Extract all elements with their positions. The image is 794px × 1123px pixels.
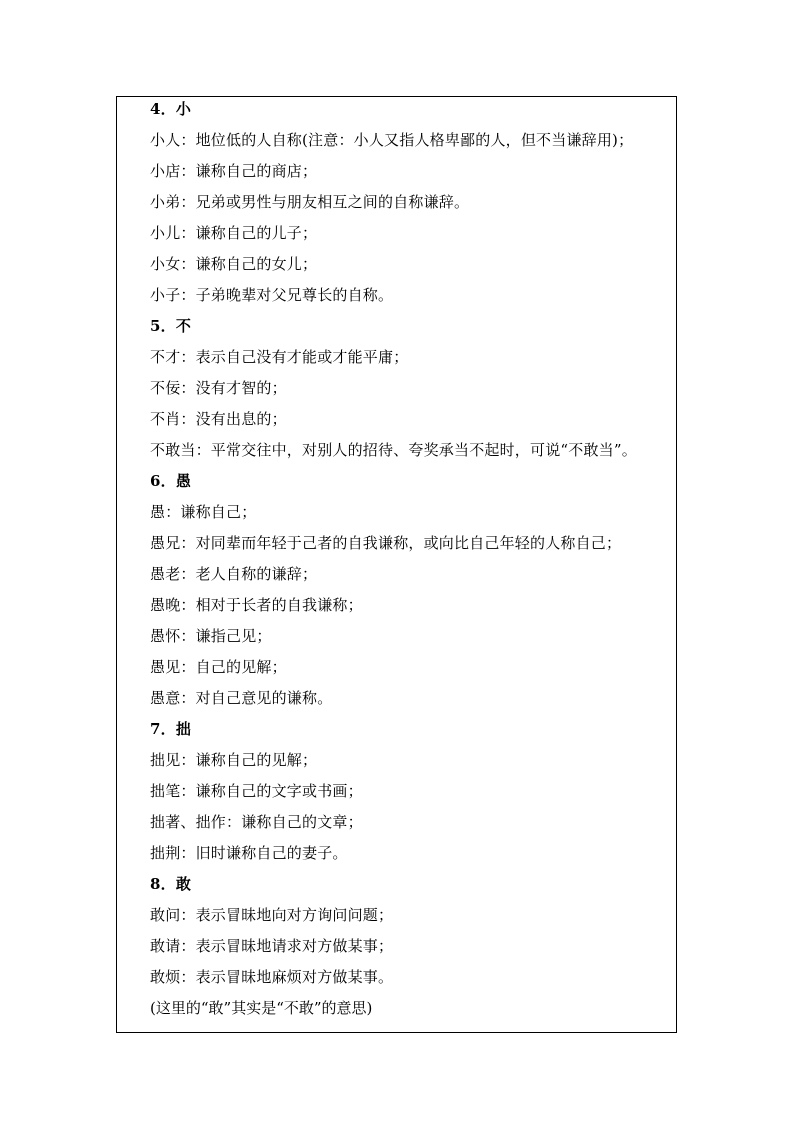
content-box <box>116 96 677 1033</box>
entry-line: 敢问：表示冒昧地向对方询问问题； <box>150 906 394 924</box>
entry-line: 愚晚：相对于长者的自我谦称； <box>150 596 363 614</box>
entry-line: 愚见：自己的见解； <box>150 658 287 676</box>
section-heading-zhuo: 7．拙 <box>150 720 192 738</box>
explanatory-note: (这里的“敢”其实是“不敢”的意思) <box>150 999 373 1017</box>
entry-line: 愚兄：对同辈而年轻于己者的自我谦称，或向比自己年轻的人称自己； <box>150 534 622 552</box>
entry-line: 小店：谦称自己的商店； <box>150 162 318 180</box>
entry-line: 拙笔：谦称自己的文字或书画； <box>150 782 363 800</box>
section-heading-yu: 6．愚 <box>150 472 192 490</box>
entry-line: 拙见：谦称自己的见解； <box>150 751 318 769</box>
entry-line: 不敢当：平常交往中，对别人的招待、夸奖承当不起时，可说“不敢当”。 <box>150 441 637 459</box>
entry-line: 敢烦：表示冒昧地麻烦对方做某事。 <box>150 968 394 986</box>
entry-line: 不才：表示自己没有才能或才能平庸； <box>150 348 409 366</box>
entry-line: 小女：谦称自己的女儿； <box>150 255 318 273</box>
section-heading-bu: 5．不 <box>150 317 192 335</box>
entry-line: 小子：子弟晚辈对父兄尊长的自称。 <box>150 286 394 304</box>
entry-line: 拙荆：旧时谦称自己的妻子。 <box>150 844 348 862</box>
entry-line: 敢请：表示冒昧地请求对方做某事； <box>150 937 394 955</box>
entry-line: 拙著、拙作：谦称自己的文章； <box>150 813 363 831</box>
entry-line: 小儿：谦称自己的儿子； <box>150 224 318 242</box>
entry-line: 愚老：老人自称的谦辞； <box>150 565 318 583</box>
entry-line: 愚意：对自己意见的谦称。 <box>150 689 333 707</box>
section-heading-gan: 8．敢 <box>150 875 192 893</box>
entry-line: 不佞：没有才智的； <box>150 379 287 397</box>
section-heading-xiao: 4．小 <box>150 100 192 118</box>
entry-line: 愚：谦称自己； <box>150 503 257 521</box>
entry-line: 不肖：没有出息的； <box>150 410 287 428</box>
entry-line: 小人：地位低的人自称(注意：小人又指人格卑鄙的人，但不当谦辞用)； <box>150 131 634 149</box>
entry-line: 小弟：兄弟或男性与朋友相互之间的自称谦辞。 <box>150 193 470 211</box>
entry-line: 愚怀：谦指己见； <box>150 627 272 645</box>
